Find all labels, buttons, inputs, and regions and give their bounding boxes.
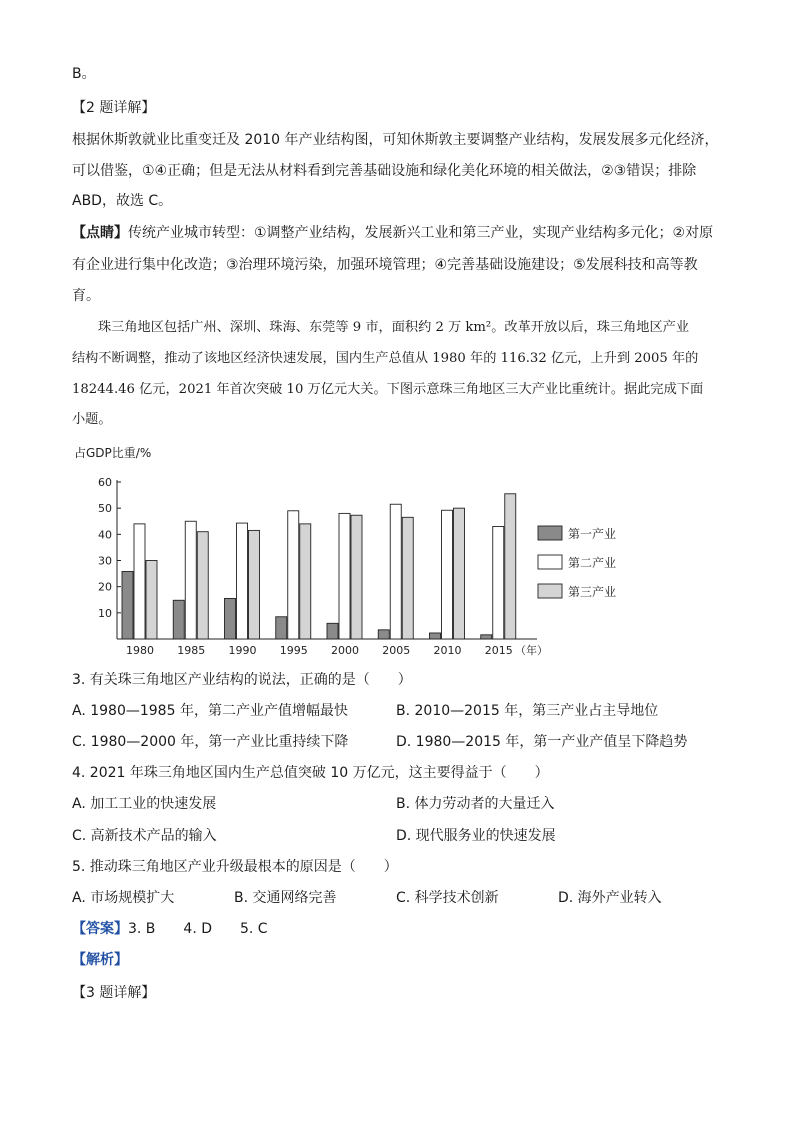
- passage-line: 珠三角地区包括广州、深圳、珠海、东莞等 9 市，面积约 2 万 km²。改革开放以后，珠三角地区产业: [98, 320, 690, 335]
- option-a: A. 加工工业的快速发展: [72, 796, 217, 812]
- y-tick-label: 40: [98, 528, 112, 542]
- answer-tag: 【答案】: [72, 921, 128, 937]
- x-tick-label: 2005: [382, 644, 411, 657]
- y-tick-label: 50: [98, 502, 112, 516]
- y-tick-label: 60: [98, 476, 112, 489]
- bar-1: [122, 571, 133, 639]
- option-d: D. 现代服务业的快速发展: [396, 828, 556, 844]
- y-axis-label: 占GDP比重/%: [74, 446, 152, 460]
- x-tick-label: 1990: [228, 644, 257, 657]
- option-b: B. 交通网络完善: [234, 890, 337, 906]
- answer-line: [72, 919, 268, 939]
- bar-1: [173, 600, 184, 639]
- legend-swatch: [538, 584, 562, 598]
- bar-2: [288, 511, 299, 639]
- text-line: B。: [72, 66, 96, 82]
- option-a: A. 市场规模扩大: [72, 890, 175, 906]
- analysis-tag: 【解析】: [72, 952, 128, 968]
- section-heading: 【3 题详解】: [72, 985, 156, 1001]
- option-c: C. 1980—2000 年，第一产业比重持续下降: [72, 734, 349, 750]
- passage-line: 小题。: [72, 412, 112, 427]
- question-stem: 5. 推动珠三角地区产业升级最根本的原因是（ ）: [72, 859, 398, 875]
- passage-line: 18244.46 亿元，2021 年首次突破 10 万亿元大关。下图示意珠三角地区三大产业比重统计。据此完成下面: [72, 382, 704, 397]
- bar-1: [225, 598, 236, 639]
- x-tick-label: 1985: [177, 644, 206, 657]
- bar-3: [351, 515, 362, 639]
- x-tick-label: 2010: [433, 644, 462, 657]
- bar-3: [454, 508, 465, 639]
- bar-3: [300, 524, 311, 639]
- bar-2: [442, 510, 453, 639]
- bar-2: [134, 524, 145, 639]
- bar-1: [481, 635, 492, 639]
- bar-1: [276, 617, 287, 639]
- option-d: D. 1980—2015 年，第一产业产值呈下降趋势: [396, 734, 688, 750]
- text-line: 根据休斯敦就业比重变迁及 2010 年产业结构图，可知休斯敦主要调整产业结构，发展发展多元化经济，: [72, 132, 719, 148]
- section-heading: 【2 题详解】: [72, 100, 156, 116]
- text-line: ABD，故选 C。: [72, 193, 173, 209]
- bar-1: [378, 630, 389, 639]
- y-tick-label: 30: [98, 554, 112, 568]
- option-b: B. 体力劳动者的大量迁入: [396, 796, 555, 812]
- option-b: B. 2010—2015 年，第三产业占主导地位: [396, 703, 659, 719]
- option-c: C. 高新技术产品的输入: [72, 828, 217, 844]
- bar-3: [197, 532, 208, 639]
- passage-line: 结构不断调整，推动了该地区经济快速发展，国内生产总值从 1980 年的 116.32 亿元，上升到 2005 年的: [72, 351, 699, 366]
- bar-1: [430, 633, 441, 639]
- industry-share-chart: [72, 440, 632, 662]
- y-tick-label: 20: [98, 580, 112, 594]
- bar-1: [327, 623, 338, 639]
- bar-2: [237, 523, 248, 639]
- text-line: 有企业进行集中化改造；③治理环境污染，加强环境管理；④完善基础设施建设；⑤发展科技和高等教: [72, 257, 698, 273]
- bar-3: [146, 561, 157, 640]
- x-tick-label: 1980: [126, 644, 154, 657]
- legend-label: 第三产业: [568, 585, 617, 599]
- option-c: C. 科学技术创新: [396, 890, 499, 906]
- bar-3: [505, 494, 516, 639]
- option-a: A. 1980—1985 年，第二产业产值增幅最快: [72, 703, 348, 719]
- x-tick-label: 2015: [484, 644, 513, 657]
- text-line: [72, 223, 713, 243]
- bar-2: [339, 513, 350, 639]
- x-axis-unit: （年）: [515, 644, 548, 657]
- tip-text: 传统产业城市转型：①调整产业结构，发展新兴工业和第三产业，实现产业结构多元化；②对原: [128, 225, 714, 241]
- legend-label: 第二产业: [568, 556, 617, 570]
- bar-2: [390, 504, 401, 639]
- bar-3: [402, 517, 413, 639]
- legend-swatch: [538, 526, 562, 540]
- legend-label: 第一产业: [568, 527, 617, 541]
- y-tick-label: 10: [98, 606, 112, 620]
- x-tick-label: 1995: [279, 644, 308, 657]
- text-line: 可以借鉴，①④正确；但是无法从材料看到完善基础设施和绿化美化环境的相关做法，②③错误；排除: [72, 163, 697, 179]
- bar-3: [249, 530, 260, 639]
- bar-2: [185, 521, 196, 639]
- question-stem: 4. 2021 年珠三角地区国内生产总值突破 10 万亿元，这主要得益于（ ）: [72, 765, 549, 781]
- legend-swatch: [538, 555, 562, 569]
- x-tick-label: 2000: [331, 644, 359, 657]
- tip-tag: 【点睛】: [72, 225, 128, 241]
- bar-2: [493, 526, 504, 639]
- question-stem: 3. 有关珠三角地区产业结构的说法，正确的是（ ）: [72, 672, 412, 688]
- option-d: D. 海外产业转入: [558, 890, 662, 906]
- answer-text: 3. B 4. D 5. C: [128, 921, 268, 937]
- text-line: 育。: [72, 288, 100, 304]
